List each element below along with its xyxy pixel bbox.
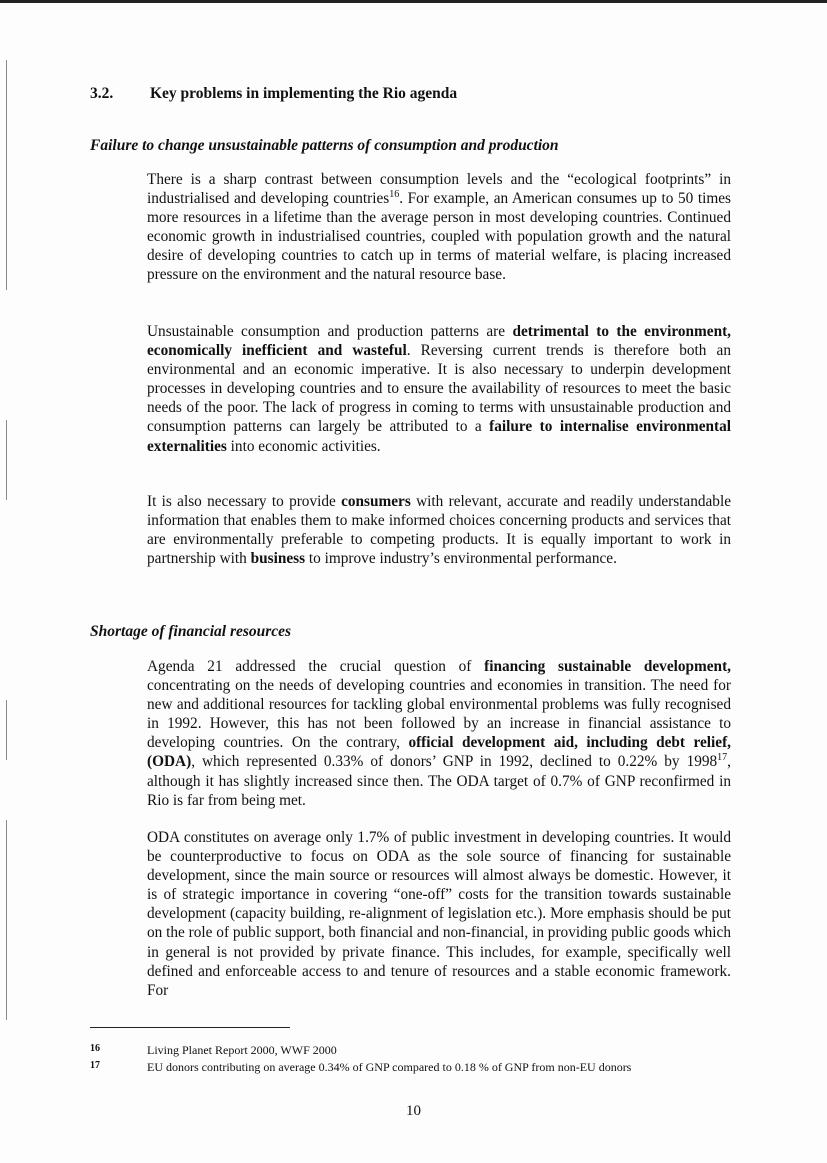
paragraph-1: There is a sharp contrast between consumption levels and the “ecological footprints” in industrialised and developing countries$^{16}$. For example, an American consumes up to 50 times more resources in a lifetime than the average person in most developing countries. Continued economic growth in industrialised countries, coupled with population growth and the natural desire of developing countries to catch up in terms of material welfare, is placing increased pressure on the environment and the natural resource base. [147, 171, 731, 284]
subheading-financial: Shortage of financial resources [90, 623, 292, 640]
section-heading [90, 85, 457, 103]
section-title: Key problems in implementing the Rio agenda [150, 85, 458, 102]
page-number: 10 [406, 1103, 421, 1119]
top-rule [0, 0, 827, 3]
subheading-consumption: Failure to change unsustainable patterns of consumption and production [90, 137, 559, 154]
footnote-rule [90, 1027, 290, 1028]
paragraph-5: ODA constitutes on average only 1.7% of public investment in developing countries. It would be counterproductive to focus on ODA as the sole source of financing for sustainable development, since the main source or resources will almost always be domestic. However, it is of strategic importance in covering “one-off” costs for the transition towards sustainable development (capacity building, re-alignment of legislation etc.). More emphasis should be put on the role of public support, both financial and non-financial, in providing public goods which in general is not provided by private finance. This includes, for example, specifically well defined and enforceable access to and tenure of resources and a stable economic framework. For [147, 829, 731, 999]
paragraph-2: Unsustainable consumption and production patterns are detrimental to the environment, economically inefficient and wasteful. Reversing current trends is therefore both an environmental and an economic imperative. It is also necessary to underpin development processes in developing countries and to ensure the availability of resources to meet the basic needs of the poor. The lack of progress in coming to terms with unsustainable production and consumption patterns can largely be attributed to a failure to internalise environmental externalities into economic activities. [147, 323, 731, 455]
scan-edge-mark [6, 820, 7, 1020]
paragraph-4: Agenda 21 addressed the crucial question of financing sustainable development, concentrating on the needs of developing countries and economies in transition. The need for new and additional resources for tackling global environmental problems was fully recognised in 1992. However, this has not been followed by an increase in financial assistance to developing countries. On the contrary, official development aid, including debt relief, (ODA), which represented 0.33% of donors’ GNP in 1992, declined to 0.22% by 1998$^{17}$, although it has slightly increased since then. The ODA target of 0.7% of GNP reconfirmed in Rio is far from being met. [147, 658, 731, 809]
scan-edge-mark [6, 60, 7, 290]
section-number: 3.2. [90, 85, 114, 102]
paragraph-3: It is also necessary to provide consumers with relevant, accurate and readily understandable information that enables them to make informed choices concerning products and services that are environmentally preferable to competing products. It is equally important to work in partnership with business to improve industry’s environmental performance. [147, 493, 731, 568]
footnote-16: 16 Living Planet Report 2000, WWF 2000 [90, 1043, 337, 1057]
footnote-17: 17 EU donors contributing on average 0.34% of GNP compared to 0.18 % of GNP from non-EU donors [90, 1060, 632, 1074]
scan-edge-mark [6, 420, 7, 500]
footnote-ref-16: 16 [389, 189, 400, 200]
scan-edge-mark [6, 700, 7, 760]
footnote-ref-17: 17 [717, 752, 728, 764]
